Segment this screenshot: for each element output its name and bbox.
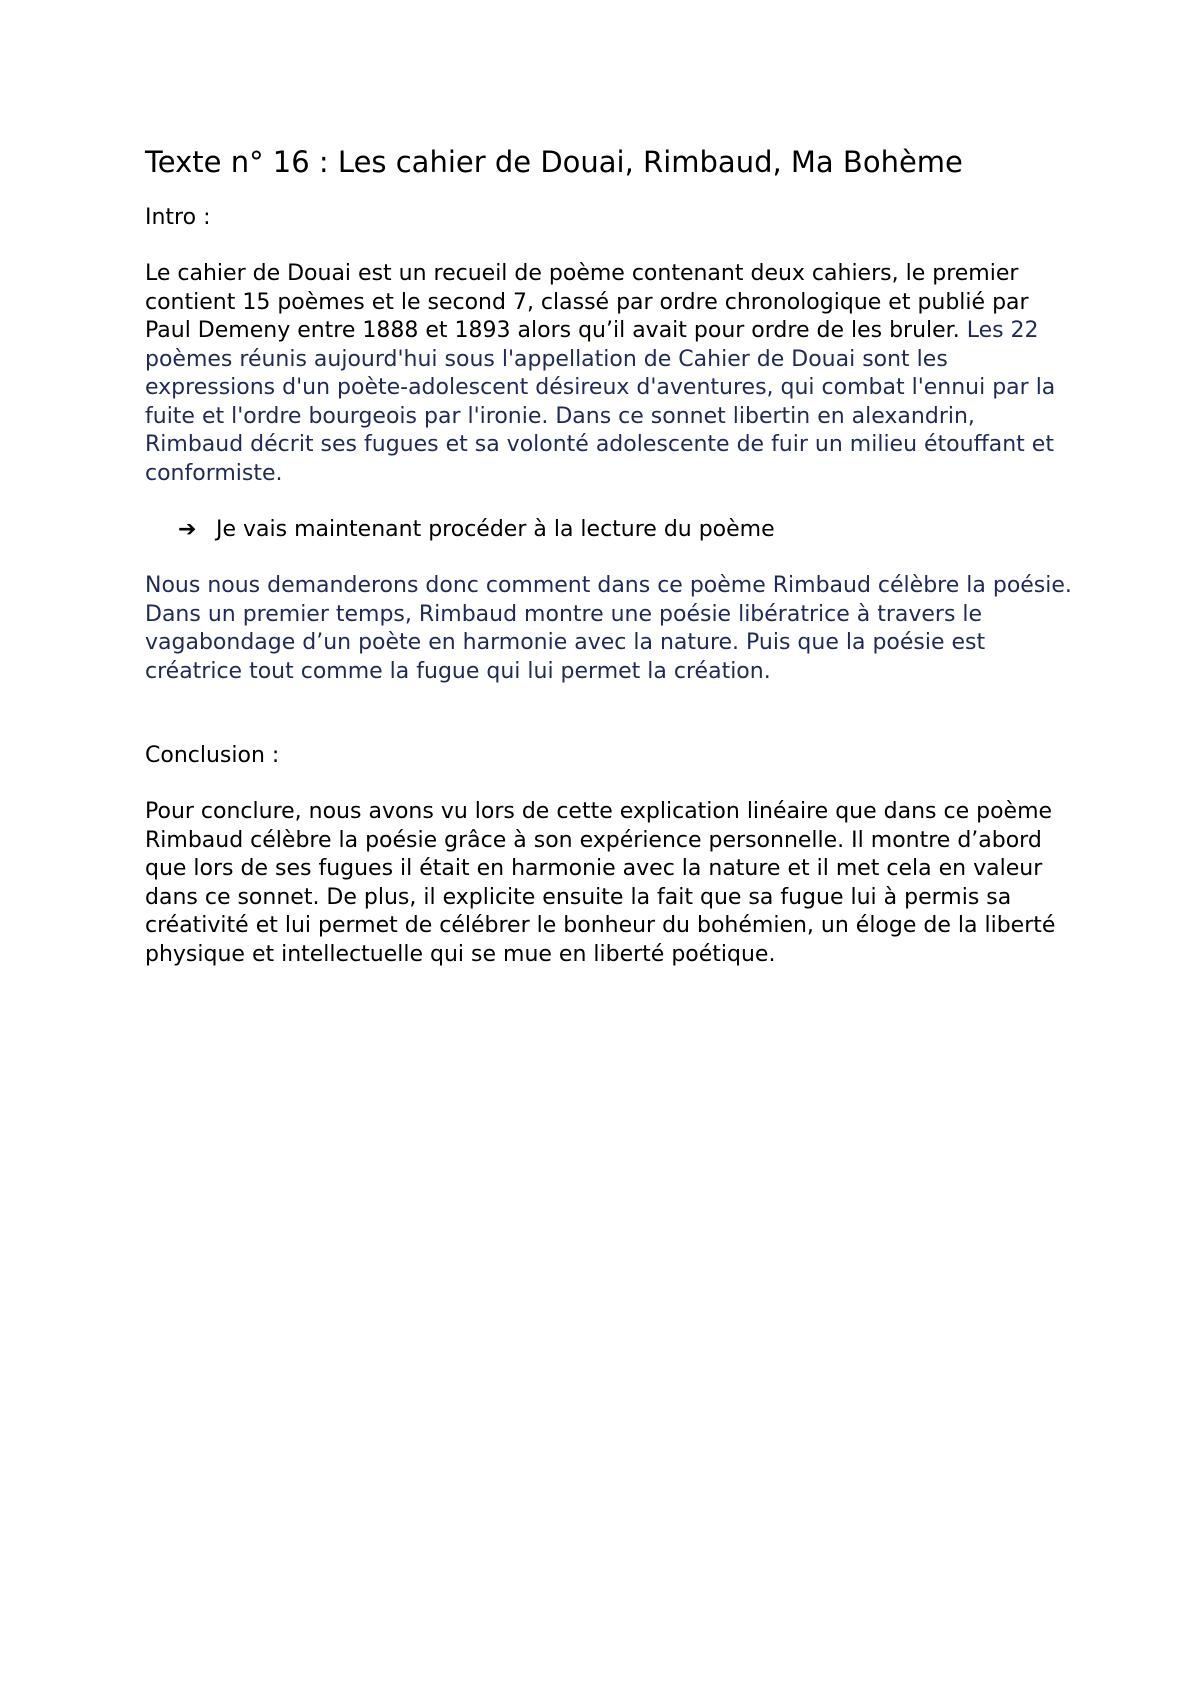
conclusion-paragraph: Pour conclure, nous avons vu lors de cette explication linéaire que dans ce poème Rimbaud célèbre la poésie grâce à son expérience personnelle. Il montre d’abord que lors de ses fugues il était en harmonie avec la nature et il met cela en valeur dans ce sonnet. De plus, il explicite ensuite la fait que sa fugue lui à permis sa créativité et lui permet de célébrer le bonheur du bohémien, un éloge de la liberté physique et intellectuelle qui se mue en liberté poétique.: [145, 799, 1056, 967]
document-title: Texte n° 16 : Les cahier de Douai, Rimbaud, Ma Bohème: [145, 145, 963, 179]
intro-paragraph: [145, 260, 1075, 488]
intro-heading: Intro :: [145, 205, 211, 230]
conclusion-heading: Conclusion :: [145, 743, 280, 768]
problematic-paragraph: Nous nous demanderons donc comment dans ce poème Rimbaud célèbre la poésie. Dans un premier temps, Rimbaud montre une poésie libératrice à travers le vagabondage d’un poète en harmonie avec la nature. Puis que la poésie est créatrice tout comme la fugue qui lui permet la création.: [145, 573, 1072, 684]
intro-paragraph-part2: Les 22 poèmes réunis aujourd'hui sous l'appellation de Cahier de Douai sont les expressions d'un poète-adolescent désireux d'aventures, qui combat l'ennui par la fuite et l'ordre bourgeois par l'ironie. Dans ce sonnet libertin en alexandrin, Rimbaud décrit ses fugues et sa volonté adolescente de fuir un milieu étouffant et conformiste.: [145, 318, 1056, 486]
spacer: [145, 714, 1075, 742]
reading-bullet: [178, 516, 1075, 544]
intro-paragraph-part1: Le cahier de Douai est un recueil de poème contenant deux cahiers, le premier contient 15 poèmes et le second 7, classé par ordre chronologique et publié par Paul Demeny entre 1888 et 1893 alors qu’il avait pour ordre de les bruler.: [145, 261, 1029, 343]
reading-bullet-text: Je vais maintenant procéder à la lecture du poème: [216, 517, 775, 542]
document-page: [145, 142, 1075, 997]
right-arrow-icon: ➔: [178, 517, 197, 542]
